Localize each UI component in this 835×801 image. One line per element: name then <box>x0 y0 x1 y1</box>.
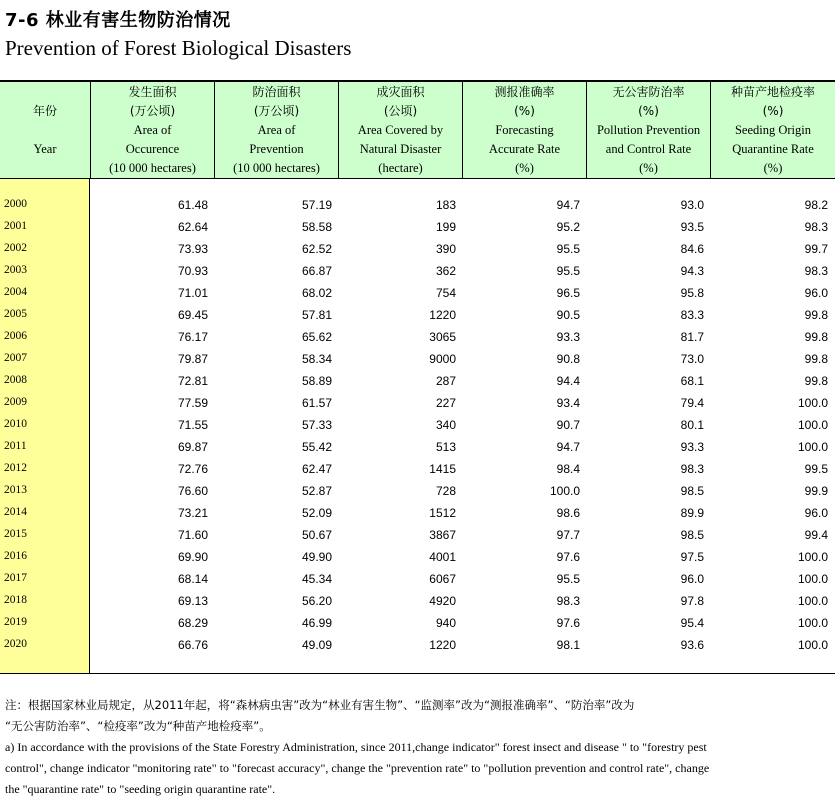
cell-disaster-area: 227 <box>435 396 456 410</box>
cell-quarantine-rate: 100.0 <box>797 594 828 608</box>
header-year-cn-line: 年份 <box>32 103 57 118</box>
cell-forecast-rate: 100.0 <box>549 484 580 498</box>
header-quarantine-rate-en-line: (%) <box>763 160 783 175</box>
cell-quarantine-rate: 96.0 <box>804 286 828 300</box>
cell-quarantine-rate: 98.3 <box>804 264 828 278</box>
cell-forecast-rate: 95.5 <box>556 242 580 256</box>
header-pollution-control-rate-cn-line: (%) <box>638 103 659 118</box>
cell-occurrence-area: 69.87 <box>177 440 208 454</box>
cell-quarantine-rate: 99.7 <box>804 242 828 256</box>
cell-forecast-rate: 94.4 <box>556 374 580 388</box>
cell-pollution-control-rate: 98.3 <box>680 462 704 476</box>
cell-disaster-area: 1220 <box>429 308 456 322</box>
cell-quarantine-rate: 100.0 <box>797 616 828 630</box>
cell-pollution-control-rate: 84.6 <box>680 242 704 256</box>
cell-quarantine-rate: 99.8 <box>804 308 828 322</box>
cell-pollution-control-rate: 83.3 <box>680 308 704 322</box>
table-row <box>0 437 835 459</box>
table-header <box>0 82 835 178</box>
bottom-rule <box>0 673 835 674</box>
header-pollution-control-rate-en-line: and Control Rate <box>605 141 692 156</box>
cell-quarantine-rate: 99.8 <box>804 330 828 344</box>
cell-year: 2000 <box>4 198 27 210</box>
header-prevention-area-en-line: Prevention <box>249 141 304 156</box>
cell-occurrence-area: 68.29 <box>177 616 208 630</box>
cell-disaster-area: 3065 <box>429 330 456 344</box>
cell-pollution-control-rate: 79.4 <box>680 396 704 410</box>
cell-forecast-rate: 98.1 <box>556 638 580 652</box>
cell-pollution-control-rate: 81.7 <box>680 330 704 344</box>
cell-disaster-area: 4920 <box>429 594 456 608</box>
cell-pollution-control-rate: 96.0 <box>680 572 704 586</box>
table-row <box>0 481 835 503</box>
cell-prevention-area: 52.87 <box>301 484 332 498</box>
cell-prevention-area: 62.47 <box>301 462 332 476</box>
cell-forecast-rate: 90.8 <box>556 352 580 366</box>
cell-forecast-rate: 97.6 <box>556 550 580 564</box>
cell-quarantine-rate: 98.2 <box>804 198 828 212</box>
cell-occurrence-area: 77.59 <box>177 396 208 410</box>
cell-forecast-rate: 95.2 <box>556 220 580 234</box>
cell-quarantine-rate: 99.4 <box>804 528 828 542</box>
cell-occurrence-area: 72.81 <box>177 374 208 388</box>
cell-quarantine-rate: 100.0 <box>797 638 828 652</box>
cell-pollution-control-rate: 93.3 <box>680 440 704 454</box>
cell-year: 2012 <box>4 462 27 474</box>
cell-disaster-area: 6067 <box>429 572 456 586</box>
cell-year: 2011 <box>4 440 27 452</box>
cell-prevention-area: 58.89 <box>301 374 332 388</box>
cell-disaster-area: 513 <box>435 440 456 454</box>
header-disaster-area-cn-line: (公顷) <box>383 103 418 118</box>
cell-prevention-area: 50.67 <box>301 528 332 542</box>
header-prevention-area <box>214 82 338 178</box>
cell-occurrence-area: 62.64 <box>177 220 208 234</box>
cell-occurrence-area: 73.93 <box>177 242 208 256</box>
cell-disaster-area: 199 <box>435 220 456 234</box>
cell-year: 2019 <box>4 616 27 628</box>
cell-quarantine-rate: 100.0 <box>797 418 828 432</box>
cell-quarantine-rate: 99.5 <box>804 462 828 476</box>
cell-year: 2004 <box>4 286 27 298</box>
cell-quarantine-rate: 100.0 <box>797 440 828 454</box>
cell-occurrence-area: 79.87 <box>177 352 208 366</box>
header-forecast-rate-en-line: (%) <box>515 160 534 175</box>
cell-pollution-control-rate: 95.4 <box>680 616 704 630</box>
cell-year: 2015 <box>4 528 27 540</box>
table-row <box>0 415 835 437</box>
header-prevention-area-cn-line: (万公顷) <box>253 103 300 118</box>
header-pollution-control-rate <box>586 82 710 178</box>
cell-occurrence-area: 71.55 <box>177 418 208 432</box>
cell-prevention-area: 56.20 <box>301 594 332 608</box>
cell-disaster-area: 754 <box>435 286 456 300</box>
cell-prevention-area: 52.09 <box>301 506 332 520</box>
table-row <box>0 217 835 239</box>
header-quarantine-rate-cn-line: 种苗产地检疫率 <box>730 84 815 99</box>
header-forecast-rate-cn-line: 测报准确率 <box>494 84 555 99</box>
cell-year: 2003 <box>4 264 27 276</box>
header-year <box>0 82 90 178</box>
header-prevention-area-en-line: Area of <box>257 122 296 137</box>
table-row <box>0 305 835 327</box>
cell-prevention-area: 49.90 <box>301 550 332 564</box>
table-row <box>0 525 835 547</box>
cell-year: 2017 <box>4 572 27 584</box>
cell-occurrence-area: 69.13 <box>177 594 208 608</box>
cell-disaster-area: 287 <box>435 374 456 388</box>
table-row <box>0 569 835 591</box>
header-quarantine-rate-cn-line: (%) <box>762 103 784 118</box>
cell-pollution-control-rate: 93.0 <box>680 198 704 212</box>
cell-forecast-rate: 95.5 <box>556 264 580 278</box>
table-row <box>0 503 835 525</box>
header-quarantine-rate <box>710 82 835 178</box>
cell-prevention-area: 61.57 <box>301 396 332 410</box>
header-disaster-area <box>338 82 462 178</box>
cell-forecast-rate: 94.7 <box>556 440 580 454</box>
cell-disaster-area: 940 <box>435 616 456 630</box>
header-prevention-area-en-line: (10 000 hectares) <box>233 160 320 175</box>
cell-year: 2007 <box>4 352 27 364</box>
cell-occurrence-area: 68.14 <box>177 572 208 586</box>
cell-forecast-rate: 98.6 <box>556 506 580 520</box>
cell-occurrence-area: 71.01 <box>177 286 208 300</box>
table-row <box>0 591 835 613</box>
cell-occurrence-area: 73.21 <box>177 506 208 520</box>
cell-disaster-area: 340 <box>435 418 456 432</box>
cell-disaster-area: 1512 <box>429 506 456 520</box>
cell-prevention-area: 58.58 <box>301 220 332 234</box>
cell-year: 2014 <box>4 506 27 518</box>
cell-occurrence-area: 69.90 <box>177 550 208 564</box>
cell-pollution-control-rate: 68.1 <box>680 374 704 388</box>
cell-year: 2016 <box>4 550 27 562</box>
cell-prevention-area: 68.02 <box>301 286 332 300</box>
footnotes <box>5 695 831 800</box>
cell-year: 2006 <box>4 330 27 342</box>
cell-pollution-control-rate: 73.0 <box>680 352 704 366</box>
table-row <box>0 349 835 371</box>
cell-disaster-area: 4001 <box>429 550 456 564</box>
table-row <box>0 547 835 569</box>
cell-year: 2018 <box>4 594 27 606</box>
header-prevention-area-cn-line: 防治面积 <box>252 84 301 99</box>
cell-pollution-control-rate: 97.8 <box>680 594 704 608</box>
header-occurrence-area <box>90 82 214 178</box>
cell-year: 2013 <box>4 484 27 496</box>
table-row <box>0 459 835 481</box>
cell-quarantine-rate: 100.0 <box>797 572 828 586</box>
cell-forecast-rate: 97.6 <box>556 616 580 630</box>
cell-pollution-control-rate: 89.9 <box>680 506 704 520</box>
cell-prevention-area: 66.87 <box>301 264 332 278</box>
cell-prevention-area: 57.19 <box>301 198 332 212</box>
table-row <box>0 635 835 657</box>
cell-year: 2009 <box>4 396 27 408</box>
note-english-line-2: control", change indicator "monitoring rate" to "forecast accuracy", change the "prevention rate" to "pollution prevention and control rate", change <box>5 761 710 775</box>
cell-pollution-control-rate: 93.5 <box>680 220 704 234</box>
cell-pollution-control-rate: 80.1 <box>680 418 704 432</box>
table-row <box>0 393 835 415</box>
cell-quarantine-rate: 96.0 <box>804 506 828 520</box>
cell-disaster-area: 9000 <box>429 352 456 366</box>
cell-disaster-area: 3867 <box>429 528 456 542</box>
header-occurrence-area-en-line: (10 000 hectares) <box>109 160 196 175</box>
cell-forecast-rate: 93.3 <box>556 330 580 344</box>
cell-forecast-rate: 96.5 <box>556 286 580 300</box>
note-english-line-1: a) In accordance with the provisions of the State Forestry Administration, since 2011,change indicator" forest insect and disease " to "forestry pest <box>5 740 707 754</box>
header-pollution-control-rate-en-line: Pollution Prevention <box>596 122 701 137</box>
cell-pollution-control-rate: 98.5 <box>680 484 704 498</box>
header-occurrence-area-cn-line: 发生面积 <box>128 84 177 99</box>
cell-occurrence-area: 69.45 <box>177 308 208 322</box>
table-title-english: Prevention of Forest Biological Disasters <box>5 36 352 60</box>
cell-pollution-control-rate: 97.5 <box>680 550 704 564</box>
table-row <box>0 239 835 261</box>
cell-year: 2020 <box>4 638 27 650</box>
header-occurrence-area-cn-line: (万公顷) <box>129 103 176 118</box>
cell-prevention-area: 58.34 <box>301 352 332 366</box>
cell-prevention-area: 62.52 <box>301 242 332 256</box>
note-chinese-line-1: 注：根据国家林业局规定，从2011年起，将“森林病虫害”改为“林业有害生物”、“监测率”改为“测报准确率”、“防治率”改为 <box>5 698 635 712</box>
table-row <box>0 195 835 217</box>
header-disaster-area-cn-line: 成灾面积 <box>376 84 425 99</box>
header-disaster-area-en-line: Area Covered by <box>357 122 444 137</box>
cell-quarantine-rate: 100.0 <box>797 396 828 410</box>
cell-prevention-area: 46.99 <box>301 616 332 630</box>
cell-forecast-rate: 90.5 <box>556 308 580 322</box>
header-quarantine-rate-en-line: Quarantine Rate <box>732 141 814 156</box>
header-forecast-rate-en-line: Accurate Rate <box>488 141 561 156</box>
cell-pollution-control-rate: 93.6 <box>680 638 704 652</box>
cell-prevention-area: 65.62 <box>301 330 332 344</box>
cell-quarantine-rate: 99.8 <box>804 352 828 366</box>
table-title-chinese: 7-6 林业有害生物防治情况 <box>5 10 231 31</box>
header-pollution-control-rate-cn-line: 无公害防治率 <box>612 84 685 99</box>
cell-disaster-area: 362 <box>435 264 456 278</box>
cell-forecast-rate: 97.7 <box>556 528 580 542</box>
table-body <box>0 195 835 657</box>
note-chinese-line-2: “无公害防治率”、“检疫率”改为“种苗产地检疫率”。 <box>5 719 271 733</box>
cell-year: 2008 <box>4 374 27 386</box>
cell-disaster-area: 728 <box>435 484 456 498</box>
cell-forecast-rate: 93.4 <box>556 396 580 410</box>
header-occurrence-area-en-line: Occurence <box>125 141 180 156</box>
header-year-en-line: Year <box>33 141 57 156</box>
cell-forecast-rate: 98.3 <box>556 594 580 608</box>
header-quarantine-rate-en-line: Seeding Origin <box>734 122 812 137</box>
cell-forecast-rate: 98.4 <box>556 462 580 476</box>
table-row <box>0 283 835 305</box>
cell-prevention-area: 57.33 <box>301 418 332 432</box>
header-forecast-rate-cn-line: (%) <box>514 103 535 118</box>
cell-occurrence-area: 71.60 <box>177 528 208 542</box>
cell-quarantine-rate: 99.9 <box>804 484 828 498</box>
header-rule <box>0 178 835 179</box>
table-row <box>0 261 835 283</box>
cell-occurrence-area: 76.60 <box>177 484 208 498</box>
table-row <box>0 613 835 635</box>
cell-prevention-area: 57.81 <box>301 308 332 322</box>
cell-occurrence-area: 76.17 <box>177 330 208 344</box>
header-forecast-rate-en-line: Forecasting <box>495 122 554 137</box>
header-disaster-area-en-line: (hectare) <box>378 160 423 175</box>
cell-prevention-area: 55.42 <box>301 440 332 454</box>
cell-pollution-control-rate: 94.3 <box>680 264 704 278</box>
cell-pollution-control-rate: 98.5 <box>680 528 704 542</box>
header-occurrence-area-en-line: Area of <box>133 122 172 137</box>
cell-quarantine-rate: 99.8 <box>804 374 828 388</box>
cell-pollution-control-rate: 95.8 <box>680 286 704 300</box>
cell-occurrence-area: 72.76 <box>177 462 208 476</box>
cell-prevention-area: 45.34 <box>301 572 332 586</box>
cell-forecast-rate: 95.5 <box>556 572 580 586</box>
cell-year: 2002 <box>4 242 27 254</box>
header-pollution-control-rate-en-line: (%) <box>639 160 658 175</box>
note-english-line-3: the "quarantine rate" to "seeding origin quarantine rate". <box>5 782 276 796</box>
cell-quarantine-rate: 100.0 <box>797 550 828 564</box>
cell-disaster-area: 1415 <box>429 462 456 476</box>
cell-forecast-rate: 94.7 <box>556 198 580 212</box>
cell-prevention-area: 49.09 <box>301 638 332 652</box>
cell-disaster-area: 183 <box>435 198 456 212</box>
cell-disaster-area: 390 <box>435 242 456 256</box>
cell-year: 2005 <box>4 308 27 320</box>
cell-year: 2001 <box>4 220 27 232</box>
cell-occurrence-area: 66.76 <box>177 638 208 652</box>
table-row <box>0 371 835 393</box>
table-row <box>0 327 835 349</box>
header-forecast-rate <box>462 82 586 178</box>
cell-year: 2010 <box>4 418 27 430</box>
cell-disaster-area: 1220 <box>429 638 456 652</box>
cell-quarantine-rate: 98.3 <box>804 220 828 234</box>
header-disaster-area-en-line: Natural Disaster <box>359 141 442 156</box>
cell-forecast-rate: 90.7 <box>556 418 580 432</box>
cell-occurrence-area: 61.48 <box>177 198 208 212</box>
cell-occurrence-area: 70.93 <box>177 264 208 278</box>
